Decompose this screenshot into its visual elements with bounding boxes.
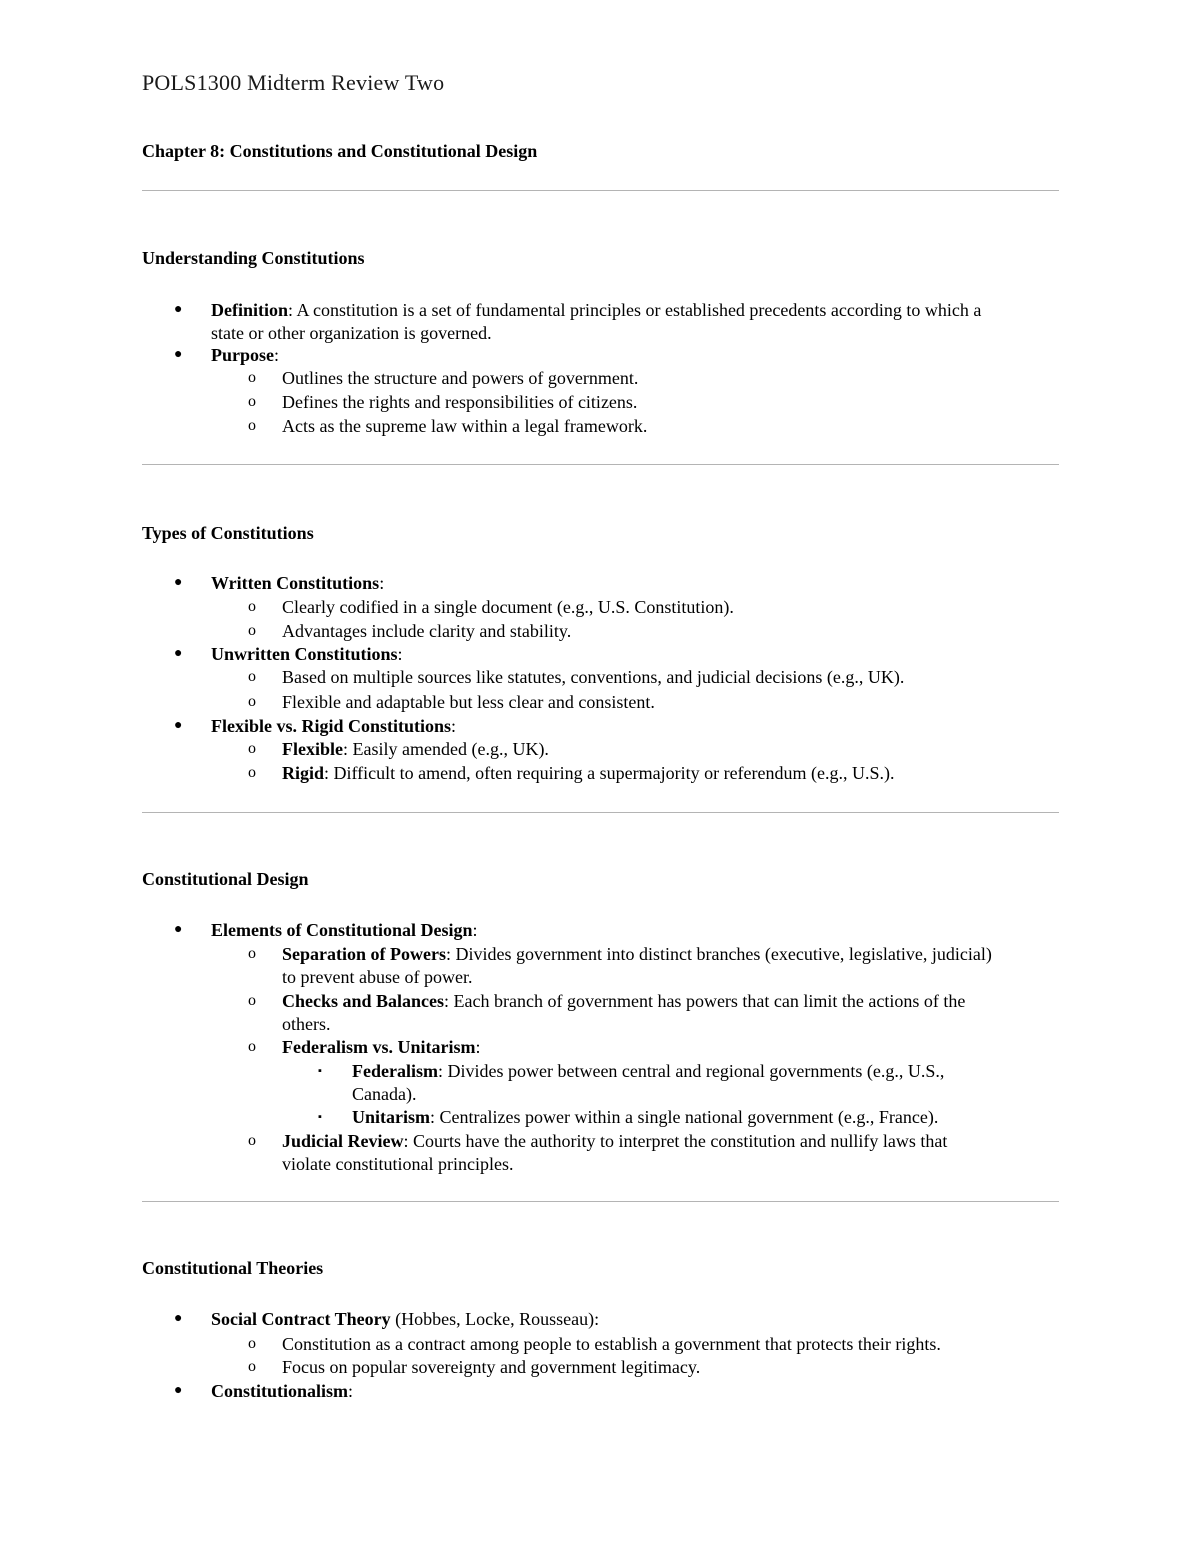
bullet-marker: ● [174, 575, 183, 590]
list-item-constitutionalism [211, 1380, 353, 1402]
sub-list-item: Focus on popular sovereignty and government legitimacy. [282, 1357, 701, 1377]
list-item-definition [211, 299, 981, 321]
sub-list-item-separation [282, 943, 992, 965]
section-heading-theories: Constitutional Theories [142, 1258, 324, 1278]
circle-marker: o [248, 1132, 256, 1149]
circle-marker: o [248, 1038, 256, 1055]
bullet-marker: ● [174, 1311, 183, 1326]
bullet-marker: ● [174, 922, 183, 937]
federalism-text-continued: Canada). [352, 1084, 417, 1104]
horizontal-rule [142, 190, 1059, 191]
sub-list-item: Acts as the supreme law within a legal framework. [282, 416, 648, 436]
sub-sub-list-item-federalism [352, 1060, 944, 1082]
circle-marker: o [248, 668, 256, 685]
list-item-written [211, 572, 384, 594]
sub-list-item: Constitution as a contract among people to establish a government that protects their rights. [282, 1334, 941, 1354]
purpose-colon: : [274, 345, 280, 365]
unwritten-colon: : [397, 644, 403, 664]
circle-marker: o [248, 945, 256, 962]
written-colon: : [379, 573, 385, 593]
fed-colon: : [475, 1037, 481, 1057]
sub-list-item: Defines the rights and responsibilities of citizens. [282, 392, 638, 412]
circle-marker: o [248, 393, 256, 410]
list-item-unwritten [211, 643, 403, 665]
term-checks: Checks and Balances [282, 991, 445, 1011]
bullet-marker: ● [174, 347, 183, 362]
circle-marker: o [248, 369, 256, 386]
checks-text: : Each branch of government has powers that can limit the actions of the [444, 991, 966, 1011]
definition-text-continued: state or other organization is governed. [211, 323, 492, 343]
rigid-text: : Difficult to amend, often requiring a supermajority or referendum (e.g., U.S.). [324, 763, 895, 783]
term-separation: Separation of Powers [282, 944, 446, 964]
term-judicial-review: Judicial Review [282, 1131, 404, 1151]
term-flexible: Flexible [282, 739, 343, 759]
bullet-marker: ● [174, 302, 183, 317]
circle-marker: o [248, 740, 256, 757]
chapter-heading: Chapter 8: Constitutions and Constitutional Design [142, 141, 538, 161]
list-item-purpose [211, 344, 279, 366]
circle-marker: o [248, 1358, 256, 1375]
sub-list-item-rigid [282, 762, 895, 784]
term-constitutionalism: Constitutionalism [211, 1381, 349, 1401]
sub-list-item-checks [282, 990, 965, 1012]
circle-marker: o [248, 622, 256, 639]
term-social-contract: Social Contract Theory [211, 1309, 391, 1329]
separation-text-continued: to prevent abuse of power. [282, 967, 473, 987]
page-title: POLS1300 Midterm Review Two [142, 70, 445, 95]
list-item-social-contract [211, 1308, 599, 1330]
list-item-flexible-vs-rigid [211, 715, 456, 737]
bullet-marker: ● [174, 718, 183, 733]
term-unitarism: Unitarism [352, 1107, 430, 1127]
horizontal-rule [142, 464, 1059, 465]
term-definition: Definition [211, 300, 289, 320]
judicial-text: : Courts have the authority to interpret the constitution and nullify laws that [403, 1131, 948, 1151]
circle-marker: o [248, 417, 256, 434]
bullet-marker: ● [174, 646, 183, 661]
sub-list-item: Flexible and adaptable but less clear and consistent. [282, 692, 655, 712]
separation-text: : Divides government into distinct branches (executive, legislative, judicial) [445, 944, 992, 964]
checks-text-continued: others. [282, 1014, 331, 1034]
sub-sub-list-item-unitarism [352, 1106, 938, 1128]
flex-colon: : [451, 716, 457, 736]
unitarism-text: : Centralizes power within a single national government (e.g., France). [430, 1107, 939, 1127]
bullet-marker: ● [174, 1383, 183, 1398]
term-purpose: Purpose [211, 345, 274, 365]
definition-text: : A constitution is a set of fundamental principles or established precedents according to which a [288, 300, 982, 320]
federalism-text: : Divides power between central and regional governments (e.g., U.S., [437, 1061, 945, 1081]
circle-marker: o [248, 598, 256, 615]
horizontal-rule [142, 1201, 1059, 1202]
square-marker: ▪ [318, 1111, 322, 1123]
circle-marker: o [248, 992, 256, 1009]
term-unwritten: Unwritten Constitutions [211, 644, 398, 664]
horizontal-rule [142, 812, 1059, 813]
flexible-text: : Easily amended (e.g., UK). [343, 739, 549, 759]
section-heading-understanding: Understanding Constitutions [142, 248, 365, 268]
term-elements: Elements of Constitutional Design [211, 920, 473, 940]
sub-list-item: Advantages include clarity and stability. [282, 621, 572, 641]
circle-marker: o [248, 693, 256, 710]
section-heading-types: Types of Constitutions [142, 523, 314, 543]
sub-list-item: Clearly codified in a single document (e.g., U.S. Constitution). [282, 597, 734, 617]
circle-marker: o [248, 1335, 256, 1352]
square-marker: ▪ [318, 1065, 322, 1077]
sub-list-item-flexible [282, 738, 549, 760]
list-item-elements [211, 919, 478, 941]
judicial-text-continued: violate constitutional principles. [282, 1154, 514, 1174]
sub-list-item-federalism-vs-unitarism [282, 1036, 481, 1058]
term-flexible-vs-rigid: Flexible vs. Rigid Constitutions [211, 716, 452, 736]
term-rigid: Rigid [282, 763, 325, 783]
section-heading-design: Constitutional Design [142, 869, 309, 889]
sub-list-item: Based on multiple sources like statutes, conventions, and judicial decisions (e.g., UK). [282, 667, 905, 687]
term-written: Written Constitutions [211, 573, 380, 593]
sub-list-item: Outlines the structure and powers of government. [282, 368, 639, 388]
circle-marker: o [248, 764, 256, 781]
sub-list-item-judicial-review [282, 1130, 947, 1152]
elements-colon: : [472, 920, 478, 940]
social-contract-text: (Hobbes, Locke, Rousseau): [390, 1309, 600, 1329]
term-federalism-vs-unitarism: Federalism vs. Unitarism [282, 1037, 476, 1057]
term-federalism: Federalism [352, 1061, 438, 1081]
constitutionalism-colon: : [348, 1381, 354, 1401]
